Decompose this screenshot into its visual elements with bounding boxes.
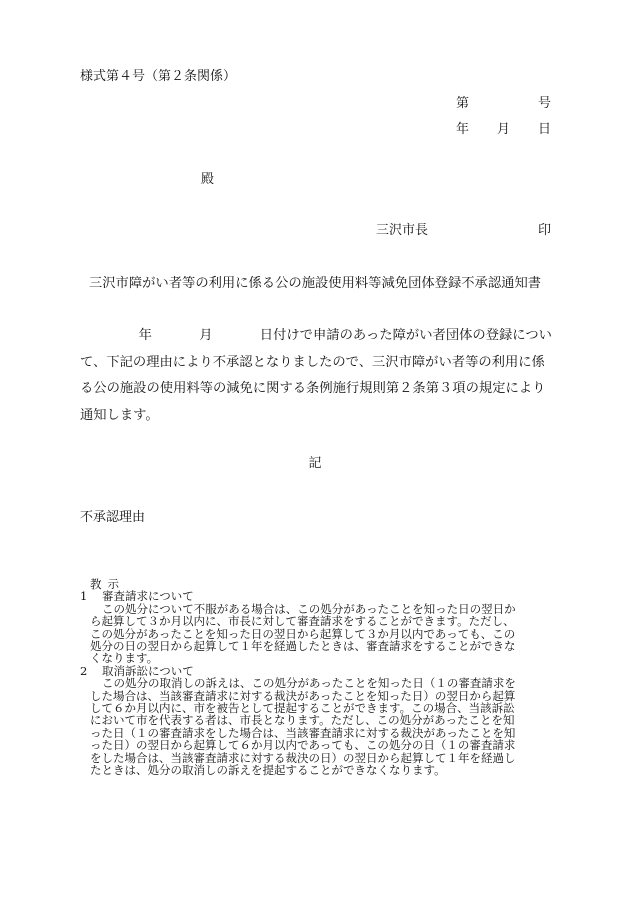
seal-mark: 印 [537,223,551,238]
section-number: 2 [80,663,88,678]
body-line: 通知します。 [80,407,159,423]
notice-line: ら起算して３か月以内に、市長に対して審査請求をすることができます。ただし、 [90,614,515,629]
form-id: 様式第４号（第２条関係） [80,69,237,84]
date-month: 月 [496,122,510,137]
notice-line: くなります。 [90,651,159,666]
notice-line: して６か月以内に、市を被告として提起することができます。この場合、当該訴訟 [90,701,515,716]
body-line: る公の施設の使用料等の減免に関する条例施行規則第２条第３項の規定により [80,381,546,396]
notice-line: した場合は、当該審査請求に対する裁決があったことを知った日）の翌日から起算 [90,688,516,703]
document-number-row [456,95,551,113]
reason-label: 不承認理由 [80,510,146,525]
number-prefix: 第 [456,96,470,111]
date-row [456,121,551,139]
notice-paragraph [80,603,552,665]
body-year: 年 [138,328,152,343]
body-month: 月 [199,328,213,343]
notice-line: った日）の翌日から起算して６か月以内であっても、この処分の日（１の審査請求 [90,738,516,753]
ki-heading: 記 [308,456,322,471]
document-title: 三沢市障がい者等の利用に係る公の施設使用料等減免団体登録不承認通知書 [88,276,542,291]
sender-name: 三沢市長 [376,223,429,238]
section-heading: 取消訴訟について [102,663,194,678]
date-day: 日 [537,122,551,137]
notice-line: この処分について不服がある場合は、この処分があったことを知った日の翌日か [102,601,516,616]
sender [376,222,551,240]
body-rest-first: 日付けで申請のあった障がい者団体の登録につい [259,328,552,343]
notice-section-heading [80,590,552,602]
notice-line: った日（１の審査請求をした場合は、当該審査請求に対する裁決があったことを知 [90,725,516,740]
notice-line: たときは、処分の取消しの訴えを提起することができなくなります。 [90,763,446,778]
section-number: 1 [80,589,88,604]
number-suffix: 号 [537,96,551,111]
notice-line: この処分があったことを知った日の翌日から起算して３か月以内であっても、この [90,626,516,641]
body-line [80,323,552,350]
section-heading: 審査請求について [102,589,194,604]
notice-paragraph [80,677,552,776]
date-year: 年 [456,122,470,137]
notice-line: をした場合は、当該審査請求に対する裁決の日）の翌日から起算して１年を経過し [90,750,516,765]
appeal-notice [80,578,552,777]
notice-title: 教示 [90,577,125,591]
notice-line: 処分の日の翌日から起算して１年を経過したときは、審査請求をすることができな [90,639,516,654]
notice-line: この処分の取消しの訴えは、この処分があったことを知った日（１の審査請求を [102,676,516,691]
notice-line: において市を代表する者は、市長となります。ただし、この処分があったことを知 [90,713,515,728]
body-text [80,323,552,429]
body-line: て、下記の理由により不承認となりましたので、三沢市障がい者等の利用に係 [80,354,545,370]
addressee-suffix: 殿 [201,172,215,187]
